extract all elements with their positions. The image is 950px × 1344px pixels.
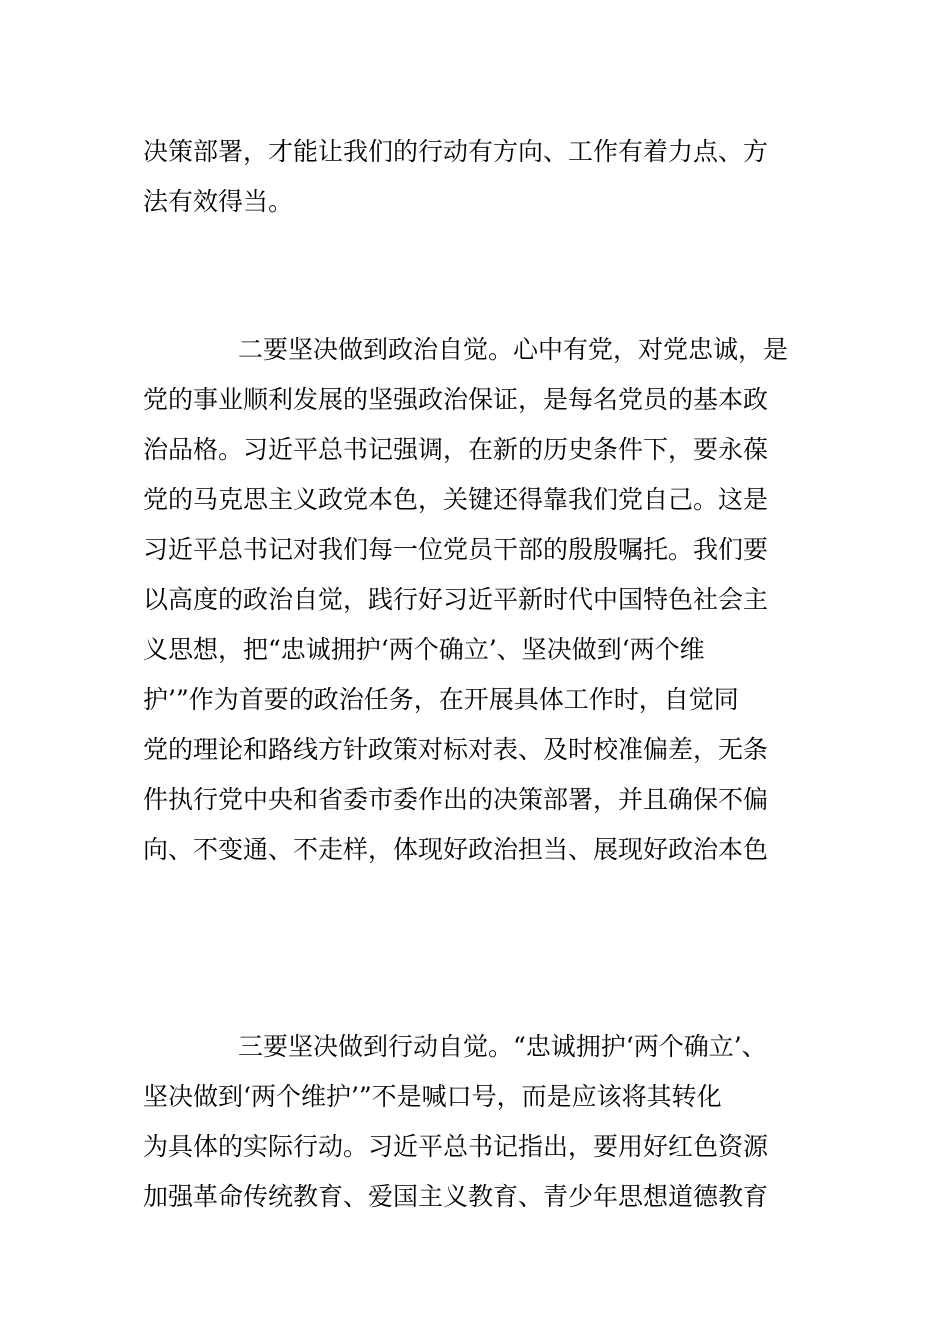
paragraph-first-line: 三要坚决做到行动自觉。“忠诚拥护‘两个确立’、 xyxy=(238,1032,767,1061)
text-line: 件执行党中央和省委市委作出的决策部署，并且确保不偏 xyxy=(143,785,769,814)
text-line: 决策部署，才能让我们的行动有方向、工作有着力点、方 xyxy=(143,137,769,166)
text-line: 护’”作为首要的政治任务，在开展具体工作时，自觉同 xyxy=(143,685,739,714)
text-line: 为具体的实际行动。习近平总书记指出，要用好红色资源 xyxy=(143,1132,769,1161)
text-line: 习近平总书记对我们每一位党员干部的殷殷嘱托。我们要 xyxy=(143,535,769,564)
text-line: 义思想，把“忠诚拥护‘两个确立’、坚决做到‘两个维 xyxy=(143,635,705,664)
text-line: 法有效得当。 xyxy=(143,187,294,216)
text-line: 党的理论和路线方针政策对标对表、及时校准偏差，无条 xyxy=(143,735,769,764)
text-line: 以高度的政治自觉，践行好习近平新时代中国特色社会主 xyxy=(143,585,769,614)
text-line: 党的马克思主义政党本色，关键还得靠我们党自己。这是 xyxy=(143,485,769,514)
text-line: 坚决做到‘两个维护’”不是喊口号，而是应该将其转化 xyxy=(143,1082,722,1111)
text-line: 党的事业顺利发展的坚强政治保证，是每名党员的基本政 xyxy=(143,385,769,414)
paragraph-political-awareness xyxy=(143,325,823,875)
paragraph-action-awareness xyxy=(143,1022,823,1222)
paragraph-first-line: 二要坚决做到政治自觉。心中有党，对党忠诚，是 xyxy=(238,335,789,364)
text-line: 加强革命传统教育、爱国主义教育、青少年思想道德教育 xyxy=(143,1182,769,1211)
text-line: 向、不变通、不走样，体现好政治担当、展现好政治本色 xyxy=(143,835,769,864)
text-line: 治品格。习近平总书记强调，在新的历史条件下，要永葆 xyxy=(143,435,769,464)
paragraph-continuation xyxy=(143,127,823,227)
